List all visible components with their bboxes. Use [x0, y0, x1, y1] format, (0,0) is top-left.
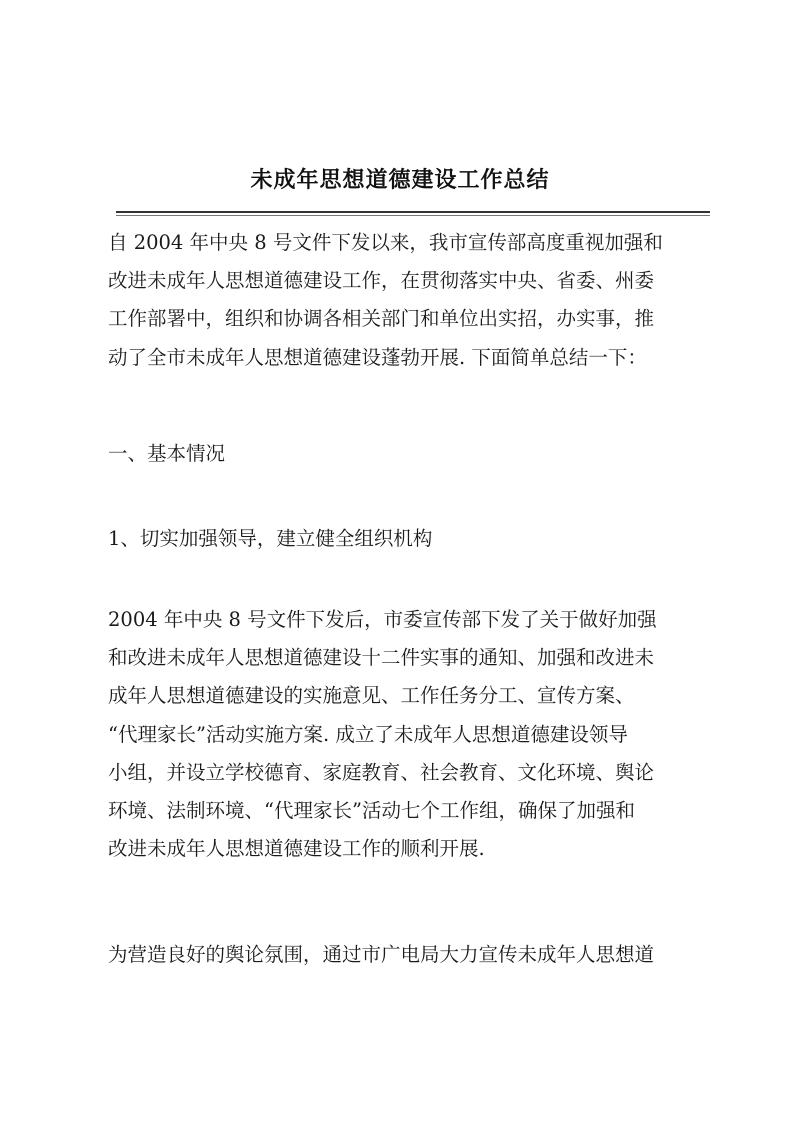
text-line: 为营造良好的舆论氛围，通过市广电局大力宣传未成年人思想道 — [108, 943, 655, 966]
title-divider-thick — [116, 211, 710, 213]
text-line: 和改进未成年人思想道德建设十二件实事的通知、加强和改进未 — [108, 646, 655, 670]
section-heading — [108, 435, 712, 473]
text-line: 改进未成年人思想道德建设工作的顺利开展. — [108, 837, 485, 861]
text-line: 小组，并设立学校德育、家庭教育、社会教育、文化环境、舆论 — [108, 760, 655, 784]
text-line: “代理家长”活动实施方案. 成立了未成年人思想道德建设领导 — [108, 722, 628, 746]
text-line: 成年人思想道德建设的实施意见、工作任务分工、宣传方案、 — [108, 684, 635, 708]
text-line: 环境、法制环境、“代理家长”活动七个工作组，确保了加强和 — [108, 798, 635, 822]
document-title: 未成年思想道德建设工作总结 — [250, 167, 550, 193]
text-line: 改进未成年人思想道德建设工作，在贯彻落实中央、省委、州委 — [108, 269, 655, 293]
body-paragraph-1 — [108, 601, 712, 868]
title-divider-thin — [116, 215, 710, 216]
section-heading-text: 一、基本情况 — [108, 442, 226, 465]
text-line: 2004 年中央 8 号文件下发后，市委宣传部下发了关于做好加强 — [108, 608, 657, 631]
body-paragraph-2 — [108, 936, 712, 974]
subsection-heading — [108, 520, 712, 558]
text-line: 工作部署中，组织和协调各相关部门和单位出实招，办实事，推 — [108, 307, 655, 331]
text-line: 动了全市未成年人思想道德建设蓬勃开展. 下面简单总结一下： — [108, 345, 647, 369]
text-line: 自 2004 年中央 8 号文件下发以来，我市宣传部高度重视加强和 — [108, 231, 663, 254]
subsection-heading-text: 1、切实加强领导，建立健全组织机构 — [108, 527, 433, 550]
intro-paragraph — [108, 224, 712, 377]
